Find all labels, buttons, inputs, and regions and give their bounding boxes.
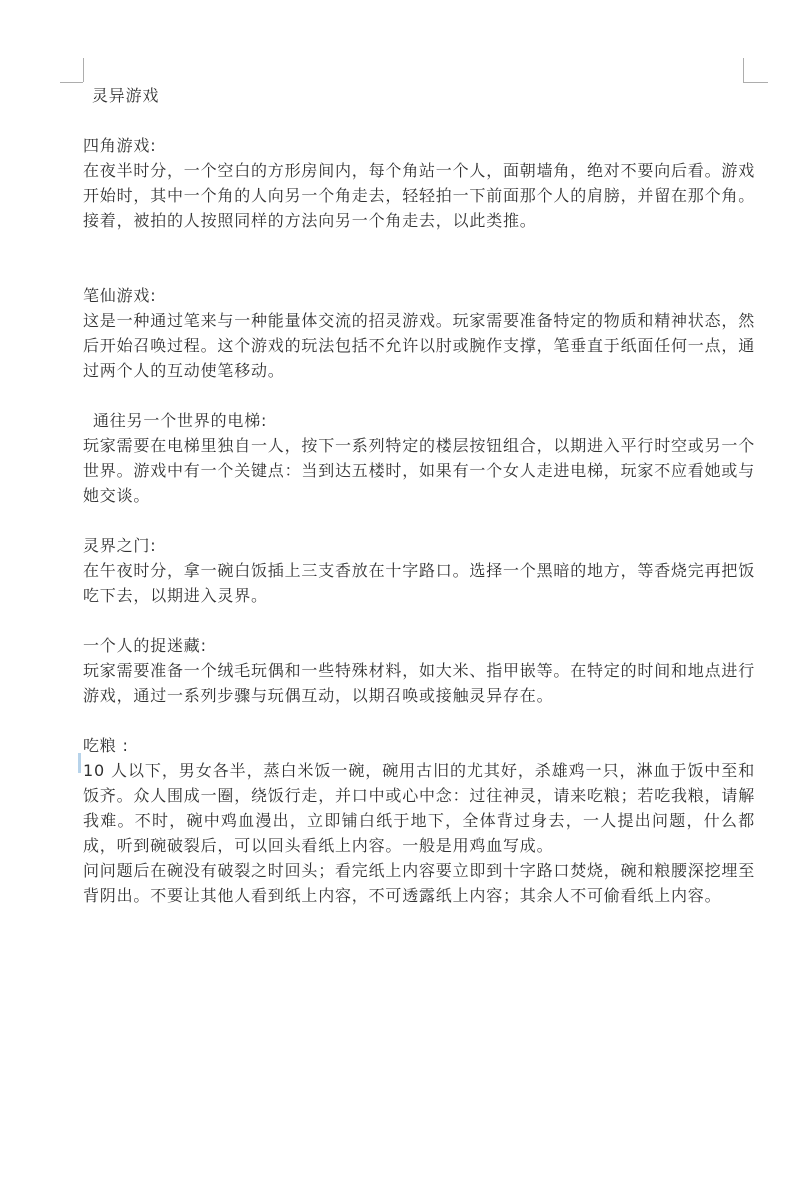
text-cursor [78, 753, 81, 773]
section-heading[interactable]: 四角游戏: [83, 136, 157, 155]
paragraph[interactable]: 问问题后在碗没有破裂之时回头；看完纸上内容要立即到十字路口焚烧，碗和粮腰深挖埋至背阴出。不要让其他人看到纸上内容，不可透露纸上内容；其余人不可偷看纸上内容。 [83, 861, 756, 905]
crop-mark-top-left-vertical [83, 58, 84, 82]
section-heading[interactable]: 一个人的捉迷藏: [83, 636, 207, 655]
section-heading[interactable]: 笔仙游戏: [83, 286, 157, 305]
paragraph[interactable]: 玩家需要在电梯里独自一人，按下一系列特定的楼层按钮组合，以期进入平行时空或另一个世界。游戏中有一个关键点：当到达五楼时，如果有一个女人走进电梯，玩家不应看她或与她交谈。 [83, 436, 756, 505]
section-heading[interactable]: 灵界之门: [83, 536, 157, 555]
paragraph[interactable]: 在午夜时分，拿一碗白饭插上三支香放在十字路口。选择一个黑暗的地方，等香烧完再把饭吃下去，以期进入灵界。 [83, 561, 756, 605]
paragraph[interactable]: 这是一种通过笔来与一种能量体交流的招灵游戏。玩家需要准备特定的物质和精神状态，然后开始召唤过程。这个游戏的玩法包括不允许以肘或腕作支撑，笔垂直于纸面任何一点，通过两个人的互动使笔移动。 [83, 311, 756, 380]
paragraph[interactable]: 10 人以下，男女各半，蒸白米饭一碗，碗用古旧的尤其好，杀雄鸡一只，淋血于饭中至和饭齐。众人围成一圈，绕饭行走，并口中或心中念：过往神灵，请来吃粮；若吃我粮，请解我难。不时，碗中鸡血漫出，立即铺白纸于地下，全体背过身去，一人提出问题，什么都成，听到碗破裂后，可以回头看纸上内容。一般是用鸡血写成。 [83, 761, 756, 855]
paragraph[interactable]: 在夜半时分，一个空白的方形房间内，每个角站一个人，面朝墙角，绝对不要向后看。游戏开始时，其中一个角的人向另一个角走去，轻轻拍一下前面那个人的肩膀，并留在那个角。接着，被拍的人按照同样的方法向另一个角走去，以此类推。 [83, 161, 756, 230]
document-body[interactable] [83, 83, 755, 908]
crop-mark-top-right-vertical [743, 58, 744, 82]
section-heading[interactable]: 吃粮 : [83, 736, 129, 755]
paragraph[interactable]: 玩家需要准备一个绒毛玩偶和一些特殊材料，如大米、指甲嵌等。在特定的时间和地点进行游戏，通过一系列步骤与玩偶互动，以期召唤或接触灵异存在。 [83, 661, 756, 705]
document-title[interactable]: 灵异游戏 [92, 86, 160, 105]
crop-mark-top-left-horizontal [60, 82, 83, 83]
section-heading[interactable]: 通往另一个世界的电梯: [93, 411, 268, 430]
